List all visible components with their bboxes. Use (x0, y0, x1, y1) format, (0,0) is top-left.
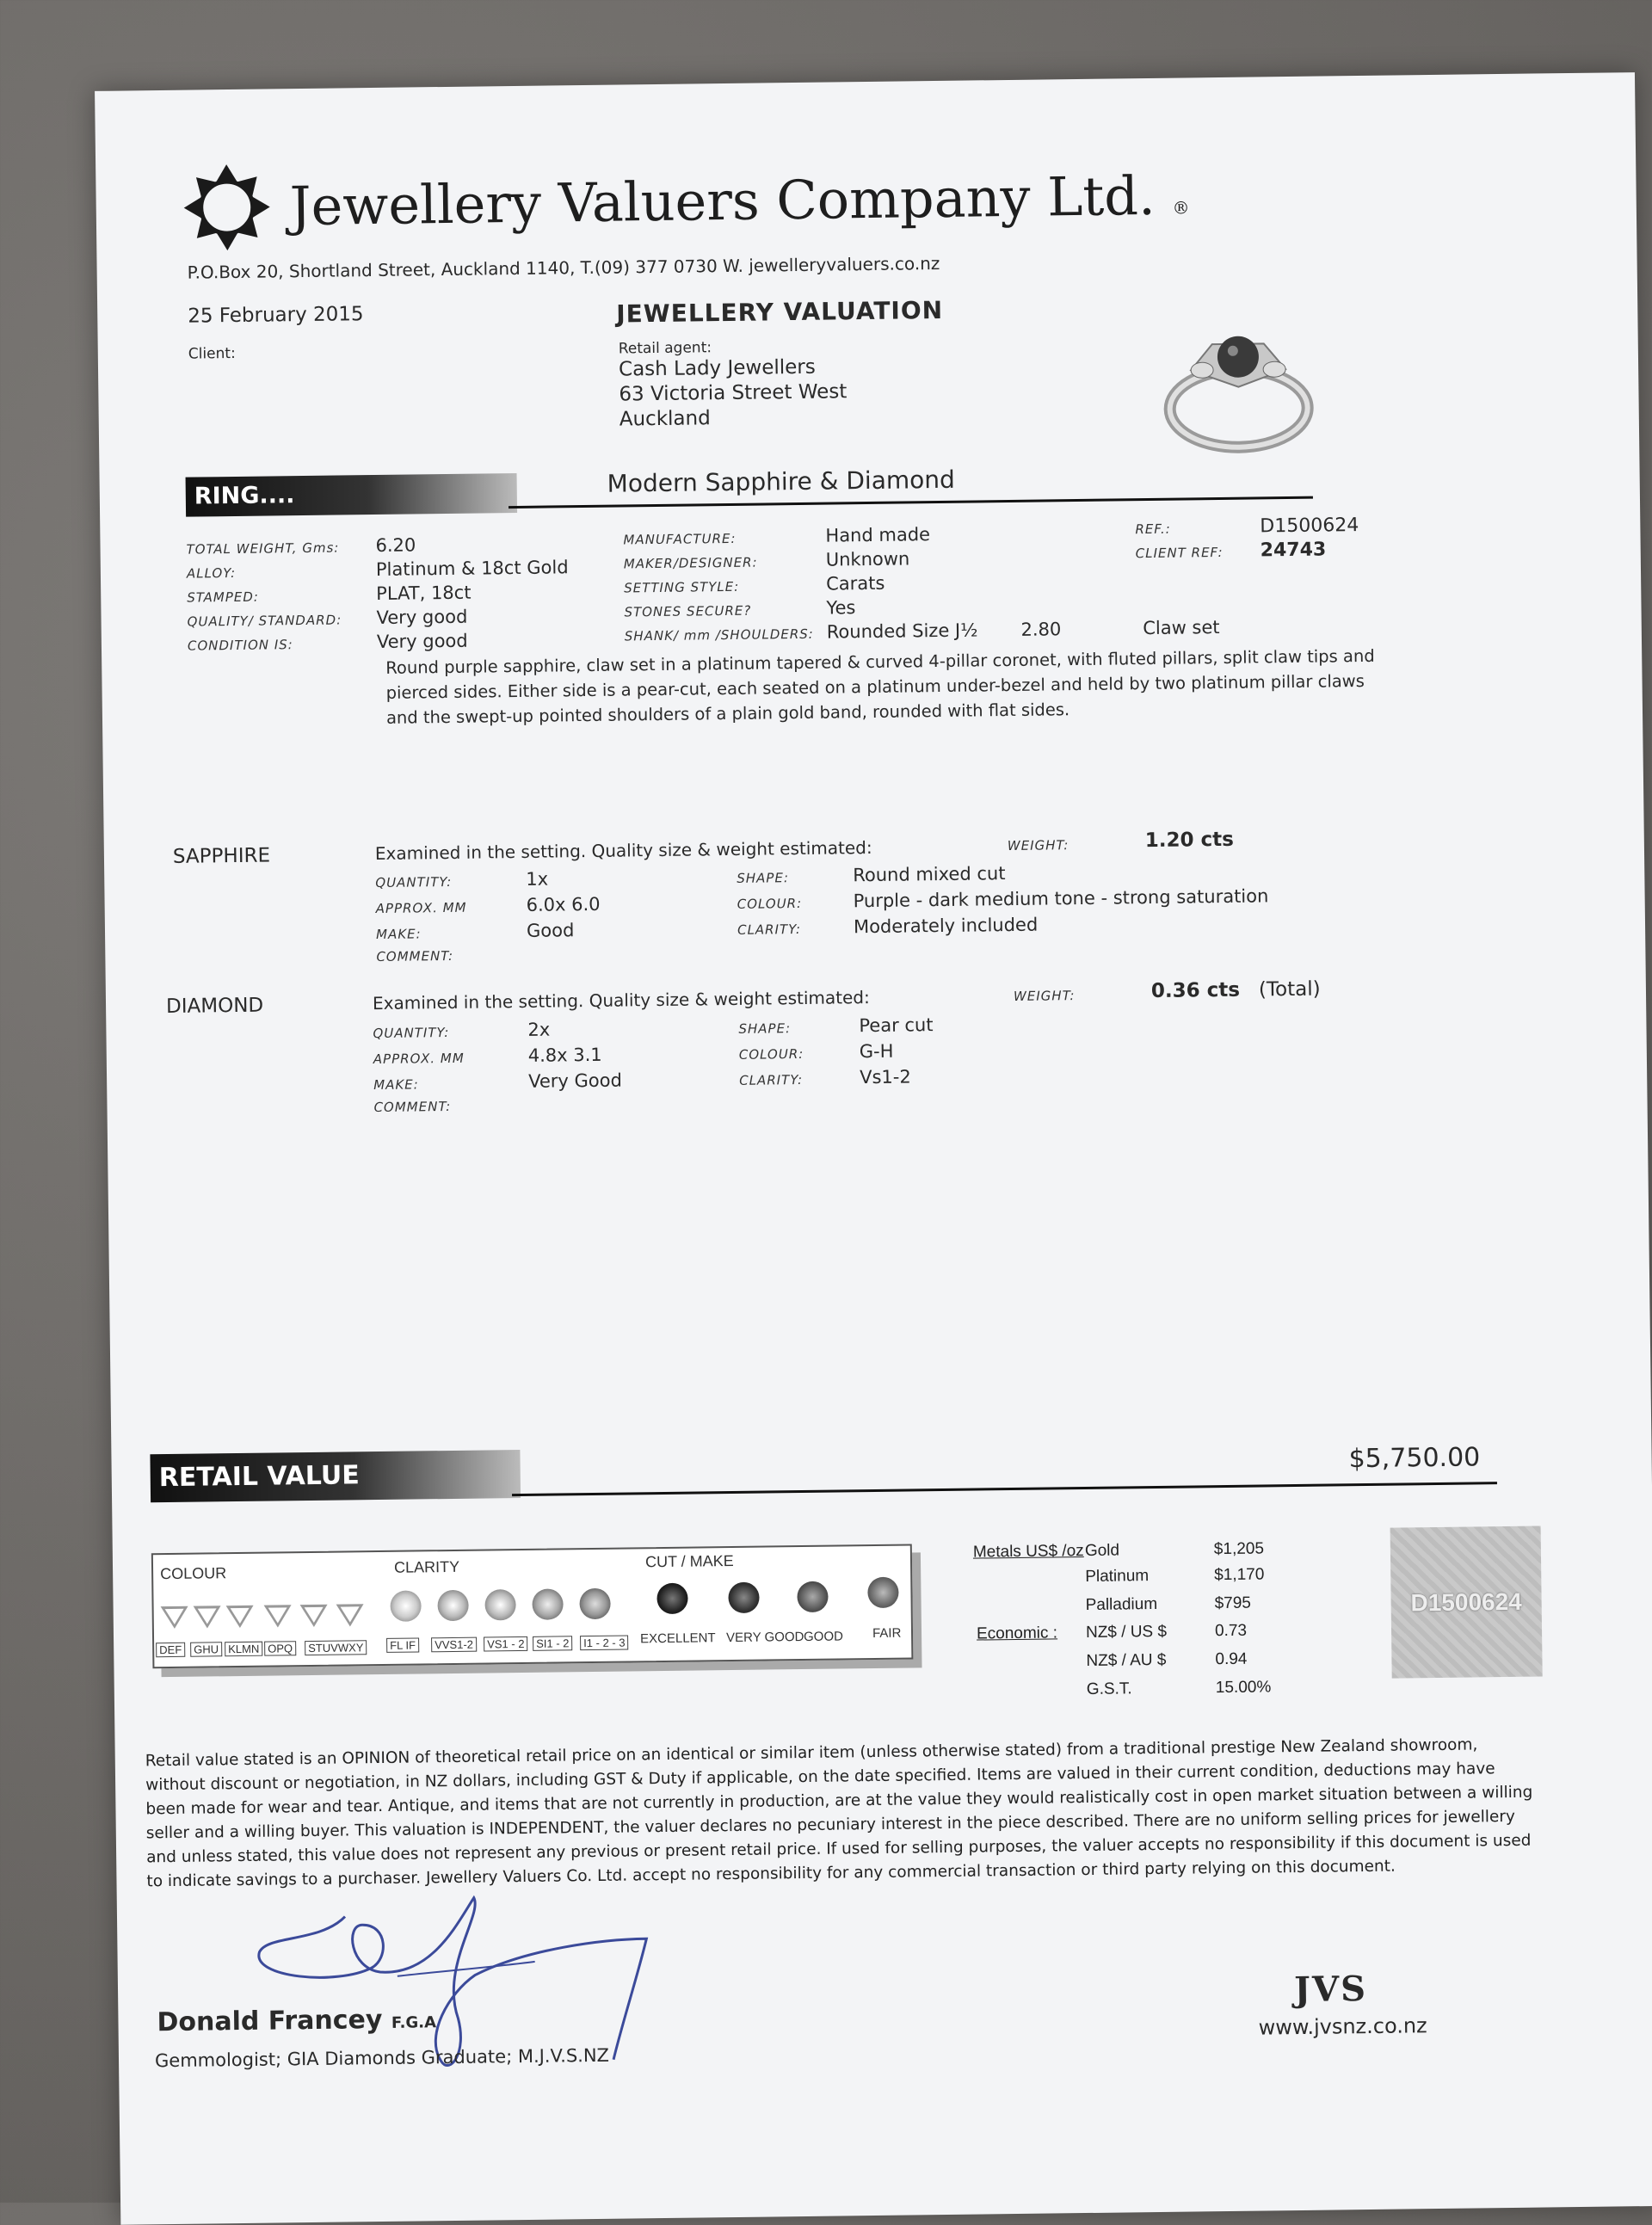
clarity-grade-i: I1 - 2 - 3 (580, 1635, 629, 1650)
stone-name-diamond: DIAMOND (165, 994, 264, 1018)
clarity-grade-vvs: VVS1-2 (431, 1637, 477, 1653)
client-label: Client: (188, 344, 236, 363)
cut-grade-excellent: EXCELLENT (639, 1630, 716, 1647)
retail-rule (512, 1482, 1497, 1496)
sapphire-details-left: QUANTITY: 1x APPROX. MM 6.0x 6.0 MAKE: Good COMMENT: (375, 868, 601, 965)
item-mid-fields: MANUFACTURE: Hand made MAKER/DESIGNER: Unknown SETTING STYLE: Carats STONES SECURE? Yes SHANK/ mm /SHOULDERS: Rounded Size J½ 2.80 Claw set (623, 524, 1220, 644)
clarity-grade-si: SI1 - 2 (533, 1636, 573, 1651)
item-category-banner: RING.... (186, 473, 518, 517)
cut-stone-icon (867, 1577, 898, 1608)
valuation-date: 25 February 2015 (188, 303, 364, 328)
sapphire-details-right: SHAPE: Round mixed cut COLOUR: Purple - dark medium tone - strong saturation CLARITY: Moderately included (737, 863, 1269, 938)
sapphire-weight: 1.20 cts (1144, 828, 1235, 853)
signatory-name: Donald Francey F.G.A (157, 2005, 437, 2038)
sapphire-weight-label: WEIGHT: (1007, 837, 1069, 854)
company-address: P.O.Box 20, Shortland Street, Auckland 1140, T.(09) 377 0730 W. jewelleryvaluers.co.nz (187, 252, 940, 283)
diamond-weight: 0.36 cts (Total) (1150, 977, 1321, 1003)
company-name: Jewellery Valuers Company Ltd. ® (289, 163, 1190, 238)
item-description-title: Modern Sapphire & Diamond (607, 465, 955, 498)
jvs-logo: JVS (1293, 1969, 1368, 2011)
colour-grade-icon (194, 1606, 221, 1628)
colour-grade-klmn: KLMN (225, 1642, 262, 1657)
cut-grade-very-good: VERY GOOD (725, 1629, 804, 1646)
diamond-weight-label: WEIGHT: (1013, 988, 1076, 1004)
retail-value-amount: $5,750.00 (1348, 1442, 1481, 1475)
stone-name-sapphire: SAPPHIRE (172, 844, 271, 868)
colour-grade-opq: OPQ (264, 1641, 296, 1655)
retail-agent-label: Retail agent: (618, 339, 712, 358)
clarity-grade-vs: VS1 - 2 (484, 1636, 528, 1652)
cut-grade-fair: FAIR (872, 1625, 902, 1642)
disclaimer-text: Retail value stated is an OPINION of theoretical retail price on an identical or similar item (unless otherwise stated) from a traditional prestige New Zealand showroom, without discount or negotiation, in NZ dollars, including GST & Duty if applicable, on the date specified. Items are valued in their current condition, deductions may have been made for wear and tear. Antique, and items that are not currently in production, are at the value they would realistically cost in open market situation between a willing seller and a willing buyer. This valuation is INDEPENDENT, the valuer declares no pecuniary interest in the piece described. There are no uniform selling prices for jewellery and unless stated, this value does not represent any previous or present retail price. If used for selling purposes, the valuer accepts no responsibility if this document is used to indicate savings to a purchaser. Jewellery Valuers Co. Ltd. accept no responsibility for any commercial transaction or third party relying on this document. (145, 1735, 1533, 1891)
colour-grade-ghu: GHU (190, 1642, 222, 1656)
cut-grade-good: GOOD (803, 1629, 844, 1645)
company-logo-icon (182, 162, 272, 252)
clarity-stone-icon (579, 1588, 610, 1619)
footer-website[interactable]: www.jvsnz.co.nz (1258, 2013, 1427, 2040)
colour-grade-icon (226, 1606, 254, 1628)
grading-colour-title: COLOUR (160, 1564, 227, 1583)
item-description: Round purple sapphire, claw set in a platinum tapered & curved 4-pillar coronet, with fluted pillars, split claw tips and pierced sides. Either side is a pear-cut, each seated on a platinum under-bezel and held by two platinum pillar claws and the swept-up pointed shoulders of a plain gold band, rounded with flat sides. (385, 645, 1375, 728)
grading-clarity-title: CLARITY (393, 1557, 460, 1576)
cut-stone-icon (797, 1581, 828, 1612)
colour-grade-stuvwxy: STUVWXY (305, 1640, 367, 1655)
clarity-stone-icon (484, 1589, 515, 1620)
colour-grade-def: DEF (156, 1643, 185, 1657)
retail-value-banner: RETAIL VALUE (150, 1450, 521, 1502)
retail-agent-address: Cash Lady Jewellers 63 Victoria Street West Auckland (618, 355, 848, 431)
ring-photo (1151, 309, 1325, 465)
clarity-stone-icon (532, 1588, 563, 1619)
valuation-document (95, 72, 1652, 2225)
signatory-credentials: Gemmologist; GIA Diamonds Graduate; M.J.V.S.NZ (154, 2044, 610, 2072)
grading-chart (151, 1544, 914, 1668)
colour-grade-icon (336, 1604, 364, 1626)
cut-stone-icon (728, 1582, 759, 1613)
section-rule (509, 496, 1313, 508)
document-title: JEWELLERY VALUATION (616, 295, 944, 329)
diamond-details-right: SHAPE: Pear cut COLOUR: G-H CLARITY: Vs1-2 (738, 1014, 934, 1088)
colour-grade-icon (300, 1605, 328, 1627)
clarity-stone-icon (437, 1590, 468, 1621)
cut-stone-icon (656, 1583, 687, 1614)
grading-cut-title: CUT / MAKE (644, 1551, 734, 1571)
metals-label: Metals US$ /oz (972, 1542, 1084, 1562)
sapphire-examined-note: Examined in the setting. Quality size & weight estimated: (374, 836, 872, 865)
item-left-fields: TOTAL WEIGHT, Gms: 6.20 ALLOY: Platinum & 18ct Gold STAMPED: PLAT, 18ct QUALITY/ STANDARD: Very good CONDITION IS: Very good (186, 534, 569, 654)
clarity-grade-fl: FL IF (386, 1637, 419, 1652)
colour-grade-icon (264, 1605, 292, 1627)
diamond-examined-note: Examined in the setting. Quality size & weight estimated: (372, 987, 870, 1014)
colour-grade-icon (161, 1606, 188, 1629)
reference-block: REF.: D1500624 CLIENT REF: 24743 (1135, 515, 1359, 562)
economic-table: NZ$ / US $ 0.73 NZ$ / AU $ 0.94 G.S.T. 15.00% (1085, 1621, 1272, 1698)
clarity-stone-icon (390, 1590, 421, 1621)
metals-table: Gold $1,205 Platinum $1,170 Palladium $795 (1084, 1539, 1265, 1614)
reference-stamp: D1500624 (1390, 1526, 1543, 1679)
diamond-details-left: QUANTITY: 2x APPROX. MM 4.8x 3.1 MAKE: Very Good COMMENT: (373, 1019, 623, 1116)
economic-label: Economic : (976, 1624, 1058, 1643)
